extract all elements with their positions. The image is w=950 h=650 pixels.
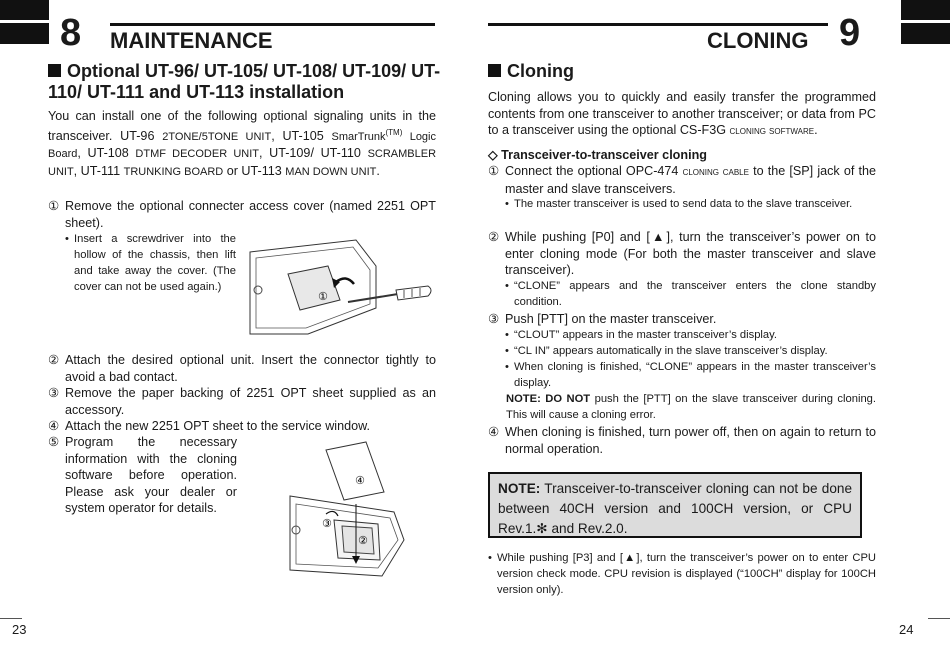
chapter-number: 9	[839, 12, 861, 54]
header-rule	[488, 23, 828, 26]
header-rule	[110, 23, 435, 26]
clone-step-3-bullet-3: • When cloning is finished, “CLONE” appears in the master transceiver’s display.	[505, 361, 876, 389]
page-number: 24	[899, 622, 914, 637]
chapter-title: CLONING	[707, 28, 809, 53]
callout-1: ①	[318, 290, 328, 303]
clone-step-3-note: NOTE: DO NOT push the [PTT] on the slave transceiver during cloning. This will cause a cloning error.	[506, 393, 876, 421]
square-bullet-icon	[48, 64, 61, 77]
step-3: ③ Remove the paper backing of 2251 OPT sheet supplied as an accessory.	[48, 386, 436, 417]
section-title: Optional UT-96/ UT-105/ UT-108/ UT-109/ UT-110/ UT-111 and UT-113 installation	[48, 61, 441, 102]
square-bullet-icon	[488, 64, 501, 77]
clone-step-3: ③ Push [PTT] on the master transceiver.	[488, 312, 717, 326]
clone-step-3-bullet-1: • “CLOUT” appears in the master transceiver’s display.	[505, 329, 778, 341]
footer-rule	[928, 618, 950, 619]
chapter-title: MAINTENANCE	[110, 28, 273, 53]
callout-2: ②	[358, 534, 368, 547]
clone-step-2-bullet: • “CLONE” appears and the transceiver enters the clone standby condition.	[505, 280, 876, 308]
intro-paragraph: Cloning allows you to quickly and easily transfer the programmed contents from one transceiver to another transceiver; or data from PC to a transceiver using the optional CS-F3G cloning software.	[488, 90, 876, 137]
step-1-bullet: • Insert a screwdriver into the hollow of the chassis, then lift and take away the cover. (The cover can not be used again.)	[65, 233, 236, 293]
intro-paragraph: You can install one of the following optional signaling units in the transceiver. UT-96 2TONE/5TONE UNIT, UT-105 SmarTrunk$^{(TM)}$ Logic Board, UT-108 DTMF DECODER UNIT, UT-109/ UT-110 SCRAMBLER UNIT, UT-111 TRUNKING BOARD or UT-113 MAN DOWN UNIT.	[48, 109, 437, 178]
clone-step-4: ④ When cloning is finished, turn power off, then on again to return to normal operation.	[488, 425, 876, 456]
step-4: ④ Attach the new 2251 OPT sheet to the service window.	[48, 419, 370, 433]
page-number: 23	[12, 622, 27, 637]
footer-rule	[0, 618, 22, 619]
step-5: ⑤ Program the necessary information with the cloning software before operation. Please ask your dealer or system operator for details.	[48, 435, 237, 515]
unit-installation-illustration	[282, 440, 412, 580]
clone-step-3-bullet-2: • “CL IN” appears automatically in the slave transceiver’s display.	[505, 345, 828, 357]
cover-removal-illustration	[248, 238, 438, 338]
subsection-heading: ◇ Transceiver-to-transceiver cloning	[488, 148, 707, 162]
callout-3: ③	[322, 517, 332, 530]
section-title: Cloning	[488, 61, 574, 82]
chapter-tab	[901, 0, 950, 44]
chapter-tab	[0, 0, 49, 44]
cpu-version-bullet: • While pushing [P3] and [▲], turn the transceiver’s power on to enter CPU version check mode. CPU revision is displayed (“100CH” display for 100CH version only).	[488, 552, 876, 596]
note-box: NOTE: Transceiver-to-transceiver cloning can not be done between 40CH version and 100CH version, or CPU Rev.1.✻ and Rev.2.0.	[488, 472, 862, 538]
clone-step-1-bullet: • The master transceiver is used to send data to the slave transceiver.	[505, 198, 853, 210]
step-2: ② Attach the desired optional unit. Insert the connector tightly to avoid a bad contact.	[48, 353, 436, 384]
step-1: ① Remove the optional connecter access cover (named 2251 OPT sheet).	[48, 199, 436, 230]
callout-4: ④	[355, 474, 365, 487]
right-page	[475, 0, 950, 650]
clone-step-2: ② While pushing [P0] and [▲], turn the transceiver’s power on to enter cloning mode (For both the master transceiver and slave transceiver).	[488, 230, 876, 277]
chapter-number: 8	[60, 12, 82, 54]
clone-step-1: ① Connect the optional OPC-474 cloning cable to the [SP] jack of the master and slave transceivers.	[488, 164, 876, 196]
